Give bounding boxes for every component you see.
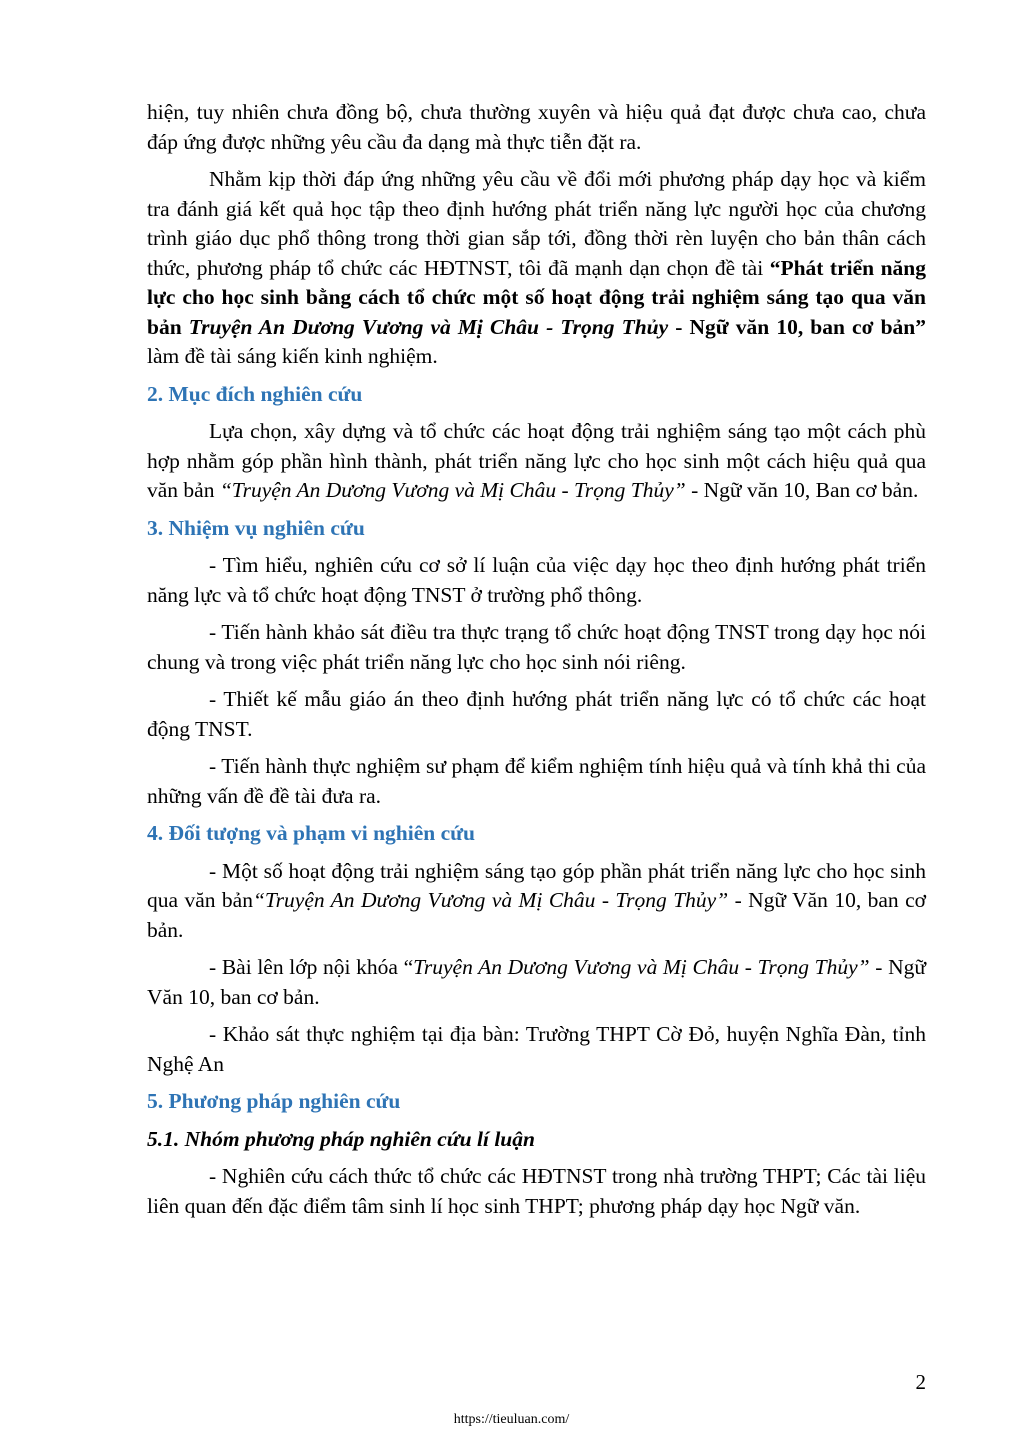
- topic-title-italic: Truyện An Dương Vương và Mị Châu - Trọng Thủy: [188, 314, 669, 339]
- subsection-heading-theory: 5.1. Nhóm phương pháp nghiên cứu lí luận: [147, 1126, 535, 1151]
- text-run: - Ngữ Văn 10, ban cơ bản.: [147, 955, 926, 1009]
- page-content: [147, 98, 926, 1229]
- text-run: Nhằm kịp thời đáp ứng những yêu cầu về đổi mới phương pháp dạy học và kiểm tra đánh giá kết quả học tập theo định hướng phát triển năng lực người học của chương trình giáo dục phổ thông trong thời gian sắp tới, đồng thời rèn luyện cho bản thân cách thức, phương pháp tổ chức các HĐTNST, tôi đã mạnh dạn chọn đề tài: [147, 167, 926, 280]
- task-item: - Tìm hiểu, nghiên cứu cơ sở lí luận của việc dạy học theo định hướng phát triển năng lực và tổ chức hoạt động TNST ở trường phổ thông.: [147, 553, 926, 607]
- footer-url: https://tieuluan.com/: [453, 1412, 570, 1427]
- text-run: - Ngữ Văn 10, ban cơ bản.: [147, 888, 926, 942]
- section-heading-purpose: 2. Mục đích nghiên cứu: [147, 381, 363, 406]
- task-item: - Thiết kế mẫu giáo án theo định hướng phát triển năng lực có tổ chức các hoạt động TNST.: [147, 687, 926, 741]
- method-item: - Nghiên cứu cách thức tổ chức các HĐTNST trong nhà trường THPT; Các tài liệu liên quan đến đặc điểm tâm sinh lí học sinh THPT; phương pháp dạy học Ngữ văn.: [147, 1164, 926, 1218]
- scope-item: [147, 953, 926, 1012]
- topic-title-bold: “Phát triển năng lực cho học sinh bằng cách tổ chức một số hoạt động trải nghiệm sáng tạo qua văn bản: [147, 255, 926, 339]
- text-run: làm đề tài sáng kiến kinh nghiệm.: [147, 344, 438, 368]
- text-italic: “Truyện An Dương Vương và Mị Châu - Trọng Thủy”: [252, 888, 729, 912]
- paragraph-topic-selection: [147, 165, 926, 372]
- section-heading-methods: 5. Phương pháp nghiên cứu: [147, 1089, 401, 1113]
- paragraph-continuation: hiện, tuy nhiên chưa đồng bộ, chưa thường xuyên và hiệu quả đạt được chưa cao, chưa đáp ứng được những yêu cầu đa dạng mà thực tiễn đặt ra.: [147, 100, 926, 154]
- task-item: - Tiến hành khảo sát điều tra thực trạng tổ chức hoạt động TNST trong dạy học nói chung và trong việc phát triển năng lực cho học sinh nói riêng.: [147, 620, 926, 674]
- text-run: - Một số hoạt động trải nghiệm sáng tạo góp phần phát triển năng lực cho học sinh qua văn bản: [147, 858, 926, 912]
- paragraph-purpose: [147, 417, 926, 506]
- section-heading-tasks: 3. Nhiệm vụ nghiên cứu: [147, 515, 365, 540]
- task-item: - Tiến hành thực nghiệm sư phạm để kiểm nghiệm tính hiệu quả và tính khả thi của những vấn đề đề tài đưa ra.: [147, 754, 926, 808]
- text-run: - Bài lên lớp nội khóa “: [209, 955, 414, 979]
- topic-title-bold-end: - Ngữ văn 10, ban cơ bản”: [668, 314, 927, 339]
- text-italic: “Truyện An Dương Vương và Mị Châu - Trọng Thủy”: [219, 478, 686, 502]
- text-run: - Ngữ văn 10, Ban cơ bản.: [685, 478, 919, 502]
- scope-item: [147, 857, 926, 946]
- text-run: Lựa chọn, xây dựng và tổ chức các hoạt động trải nghiệm sáng tạo một cách phù hợp nhằm góp phần hình thành, phát triển năng lực cho học sinh một cách hiệu quả qua văn bản: [147, 419, 926, 502]
- section-heading-scope: 4. Đối tượng và phạm vi nghiên cứu: [147, 821, 476, 845]
- text-italic: Truyện An Dương Vương và Mị Châu - Trọng Thủy”: [413, 955, 870, 979]
- page-number: 2: [915, 1370, 926, 1394]
- scope-item: - Khảo sát thực nghiệm tại địa bàn: Trường THPT Cờ Đỏ, huyện Nghĩa Đàn, tỉnh Nghệ An: [147, 1022, 926, 1076]
